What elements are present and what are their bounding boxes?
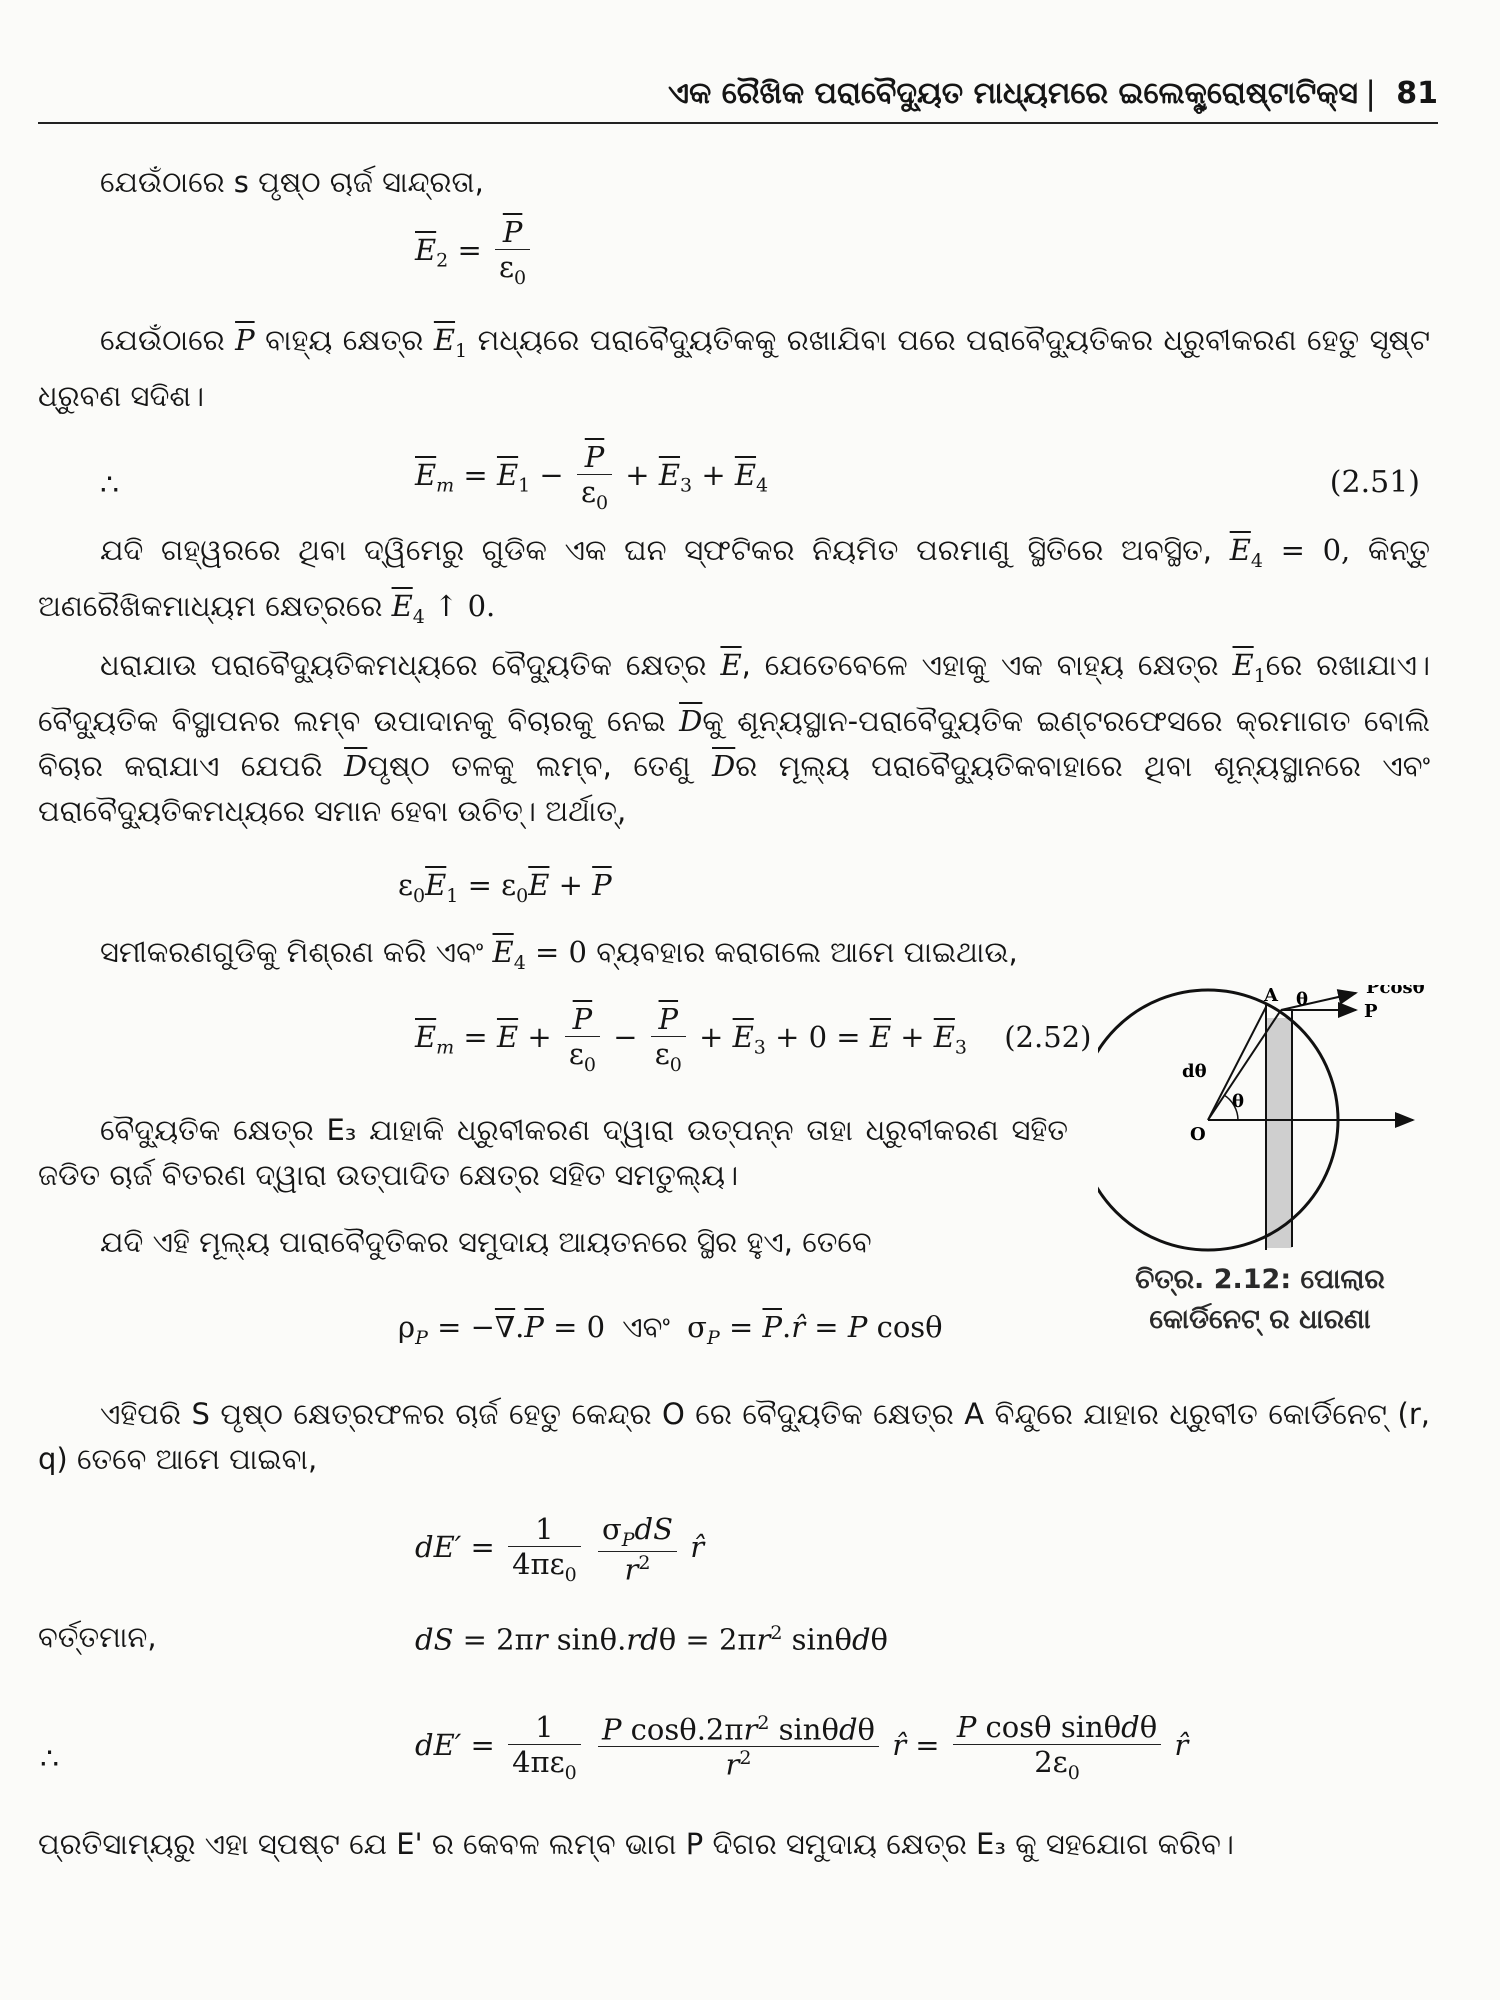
- page-number: 81: [1396, 76, 1438, 111]
- shaded-strip: [1266, 1018, 1292, 1248]
- caption-line-2: କୋର୍ଡିନେଟ୍ ର ଧାରଣା: [1149, 1304, 1371, 1335]
- polar-coordinate-figure: [1098, 985, 1438, 1305]
- paragraph-6-text: ବୈଦ୍ୟୁତିକ କ୍ଷେତ୍ର E₃ ଯାହାକି ଧ୍ରୁବୀକରଣ ଦ୍ୱାରା ଉତ୍ପନ୍ନ ତାହା ଧ୍ରୁବୀକରଣ ସହିତ ଜଡିତ ଚାର୍ଜ ବିତରଣ ଦ୍ୱାରା ଉତ୍ପାଦିତ କ୍ଷେତ୍ର ସହିତ ସମତୁଲ୍ୟ।: [38, 1113, 1068, 1192]
- figure-caption: [1110, 1260, 1410, 1340]
- label-o: O: [1190, 1124, 1206, 1145]
- running-header: [38, 72, 1438, 124]
- paragraph-10-text: ପ୍ରତିସାମ୍ୟରୁ ଏହା ସ୍ପଷ୍ଟ ଯେ E' ର କେବଳ ଲମ୍ବ ଭାଗ P ଦିଗର ସମୁଦାୟ କ୍ଷେତ୍ର E₃ କୁ ସହଯୋଗ କରିବ।: [38, 1827, 1234, 1861]
- paragraph-4-part-e: ପୃଷ୍ଠ ତଳକୁ ଲମ୍ବ, ତେଣୁ: [367, 748, 691, 783]
- paragraph-1-text: ଯେଉଁଠାରେ s ପୃଷ୍ଠ ଚାର୍ଜ ସାନ୍ଦ୍ରତା,: [100, 165, 484, 199]
- header-title: ଏକ ରୈଖିକ ପରାବୈଦ୍ୟୁତ ମାଧ୍ୟମରେ ଇଲେକ୍ଟ୍ରୋଷ୍ଟାଟିକ୍ସ: [668, 76, 1358, 111]
- equation-number-2-51: (2.51): [1329, 465, 1420, 500]
- paragraph-3: ଯଦି ଗହ୍ୱରରେ ଥିବା ଦ୍ୱିମେରୁ ଗୁଡିକ ଏକ ଘନ ସ୍ଫଟିକର ନିୟମିତ ପରମାଣୁ ସ୍ଥିତିରେ ଅବସ୍ଥିତ, $\overline{E}_4 = 0$, କିନ୍ତୁ ଅଣରୈଖିକମାଧ୍ୟମ କ୍ଷେତ୍ରରେ $\overline{E}_4$ ↑ 0.: [38, 533, 1431, 628]
- paragraph-5-part-b: ବ୍ୟବହାର କରାଗଲେ ଆମେ ପାଇଥାଉ,: [596, 935, 1018, 969]
- paragraph-2-part-b: ବାହ୍ୟ କ୍ଷେତ୍ର: [265, 323, 424, 357]
- paragraph-2: ଯେଉଁଠାରେ $\overline{P}$ ବାହ୍ୟ କ୍ଷେତ୍ର $\overline{E}_1$ ମଧ୍ୟରେ ପରାବୈଦ୍ୟୁତିକକୁ ରଖାଯିବା ପରେ ପରାବୈଦ୍ୟୁତିକର ଧ୍ରୁବୀକରଣ ହେତୁ ସୃଷ୍ଟ ଧ୍ରୁବଣ ସଦିଶ।: [38, 323, 1431, 413]
- equation-e2: $\overline{E}_2$ = $\frac{\overline{P}}{\varepsilon_0}$: [415, 215, 534, 289]
- label-theta-top: θ: [1296, 989, 1309, 1010]
- equation-and-word: ଏବଂ: [622, 1310, 670, 1344]
- equation-number-2-52: (2.52): [1004, 1019, 1092, 1054]
- pcos-arrow: [1281, 993, 1356, 1010]
- paragraph-9: [38, 1615, 338, 1660]
- paragraph-10: [38, 1822, 1430, 1867]
- paragraph-4-part-a: ଧରାଯାଉ ପରାବୈଦ୍ୟୁତିକମଧ୍ୟରେ ବୈଦ୍ୟୁତିକ କ୍ଷେତ୍ର: [100, 648, 707, 682]
- equation-bound-charges: $\rho_P = -\nabla.\overline{P} = 0$ ଏବଂ $\sigma_P$ = $\overline{P}.r̂ = P$ cosθ: [398, 1310, 943, 1349]
- paragraph-4: ଧରାଯାଉ ପରାବୈଦ୍ୟୁତିକମଧ୍ୟରେ ବୈଦ୍ୟୁତିକ କ୍ଷେତ୍ର $\overline{E}$, ଯେତେବେଳେ ଏହାକୁ ଏକ ବାହ୍ୟ କ୍ଷେତ୍ର $\overline{E}_1ରେ$ ରଖାଯାଏ। ବୈଦ୍ୟୁତିକ ବିସ୍ଥାପନର ଲମ୍ବ ଉପାଦାନକୁ ବିଚାରକୁ ନେଇ $\overline{D}କୁ$ ଶୂନ୍ୟସ୍ଥାନ-ପରାବୈଦ୍ୟୁତିକ ଇଣ୍ଟରଫେସରେ କ୍ରମାଗତ ବୋଲି ବିଚାର କରାଯାଏ ଯେପରି $\overline{D}ପୃଷ୍ଠ$ ତଳକୁ ଲମ୍ବ, ତେଣୁ $\overline{D}ର$ ମୂଲ୍ୟ ପରାବୈଦ୍ୟୁତିକବାହାରେ ଥିବା ଶୂନ୍ୟସ୍ଥାନରେ ଏବଂ ପରାବୈଦ୍ୟୁତିକମଧ୍ୟରେ ସମାନ ହେବା ଉଚିତ୍। ଅର୍ଥାତ୍,: [38, 648, 1431, 828]
- paragraph-5-part-a: ସମୀକରଣଗୁଡିକୁ ମିଶ୍ରଣ କରି ଏବଂ: [100, 935, 484, 969]
- label-p: P: [1364, 1001, 1378, 1022]
- paragraph-8: [38, 1392, 1430, 1482]
- equation-de-prime: dE′ = $\frac{1}{4\pi\varepsilon_0}$ $\frac{\sigma_PdS}{r^2}$ r̂: [415, 1512, 705, 1587]
- paragraph-4-part-b: , ଯେତେବେଳେ ଏହାକୁ ଏକ ବାହ୍ୟ କ୍ଷେତ୍ର: [741, 648, 1219, 682]
- polar-diagram: [1098, 985, 1438, 1275]
- equation-ds: dS = 2πr $\sin\theta.rd\theta = 2\pi r^2$ sinθdθ: [415, 1622, 888, 1657]
- label-theta-center: θ: [1232, 1091, 1245, 1112]
- therefore-symbol-1: ∴: [100, 468, 120, 503]
- equation-2-52: $\overline{E}_m = \overline{E}$ + $\frac{\overline{P}}{\varepsilon_0}$ − $\frac{\overline{P}}{\varepsilon_0}$ + $\overline{E}_3 + 0 = \overline{E} + \overline{E}_3$ (2.52): [415, 1002, 1092, 1076]
- paragraph-3-part-a: ଯଦି ଗହ୍ୱରରେ ଥିବା ଦ୍ୱିମେରୁ ଗୁଡିକ ଏକ ଘନ ସ୍ଫଟିକର ନିୟମିତ ପରମାଣୁ ସ୍ଥିତିରେ ଅବସ୍ଥିତ,: [100, 533, 1213, 567]
- paragraph-2-part-c: ମଧ୍ୟରେ ପରାବୈଦ୍ୟୁତିକକୁ ରଖାଯିବା ପରେ ପରାବୈଦ୍ୟୁତିକର ଧ୍ରୁବୀକରଣ ହେତୁ ସୃଷ୍ଟ ଧ୍ରୁବଣ ସଦିଶ।: [38, 323, 1431, 413]
- paragraph-2-part-a: ଯେଉଁଠାରେ: [100, 323, 225, 357]
- equation-2-51: $\overline{E}_m = \overline{E}_1$ − $\frac{\overline{P}}{\varepsilon_0}$ + $\overline{E}_3 + \overline{E}_4$: [415, 440, 769, 514]
- paragraph-1: [100, 160, 1430, 205]
- paragraph-8-text: ଏହିପରି S ପୃଷ୍ଠ କ୍ଷେତ୍ରଫଳର ଚାର୍ଜ ହେତୁ କେନ୍ଦ୍ର O ରେ ବୈଦ୍ୟୁତିକ କ୍ଷେତ୍ର A ବିନ୍ଦୁରେ ଯାହାର ଧ୍ରୁବୀତ କୋର୍ଡିନେଟ୍ (r, q) ତେବେ ଆମେ ପାଇବା,: [38, 1397, 1430, 1476]
- label-a: A: [1264, 985, 1278, 1006]
- caption-line-1: ଚିତ୍ର. 2.12: ପୋଲାର: [1135, 1264, 1385, 1295]
- label-dtheta: dθ: [1182, 1061, 1207, 1082]
- paragraph-3-part-b: କିନ୍ତୁ ଅଣରୈଖିକମାଧ୍ୟମ କ୍ଷେତ୍ରରେ: [38, 533, 1431, 623]
- therefore-symbol-2: ∴: [40, 1742, 60, 1777]
- paragraph-9-text: ବର୍ତ୍ତମାନ,: [38, 1620, 157, 1654]
- paragraph-6: [38, 1108, 1068, 1198]
- paragraph-7: [100, 1220, 1090, 1265]
- paragraph-7-text: ଯଦି ଏହି ମୂଲ୍ୟ ପାରାବୈଦୁତିକର ସମୁଦାୟ ଆୟତନରେ ସ୍ଥିର ହୁଏ, ତେବେ: [100, 1225, 872, 1259]
- paragraph-4-part-c: ରେ ରଖାଯାଏ। ବୈଦ୍ୟୁତିକ ବିସ୍ଥାପନର ଲମ୍ବ ଉପାଦାନକୁ ବିଚାରକୁ ନେଇ: [38, 648, 1431, 738]
- paragraph-4-part-d: କୁ ଶୂନ୍ୟସ୍ଥାନ-ପରାବୈଦ୍ୟୁତିକ ଇଣ୍ଟରଫେସରେ କ୍ରମାଗତ ବୋଲି ବିଚାର କରାଯାଏ ଯେପରି: [38, 703, 1431, 783]
- equation-de-prime-final: dE′ = $\frac{1}{4\pi\varepsilon_0}$ $\frac{P \cos\theta.2\pi r^2 \sin\theta d\theta}{r^2}$ r̂ = $\frac{\text{P cosθ sinθdθ}}{2\varepsilon_0}$ r̂: [415, 1710, 1189, 1784]
- paragraph-4-part-f: ର ମୂଲ୍ୟ ପରାବୈଦ୍ୟୁତିକବାହାରେ ଥିବା ଶୂନ୍ୟସ୍ଥାନରେ ଏବଂ ପରାବୈଦ୍ୟୁତିକମଧ୍ୟରେ ସମାନ ହେବା ଉଚିତ୍। ଅର୍ଥାତ୍,: [38, 748, 1431, 828]
- equation-boundary: $\varepsilon_0\overline{E}_1 = \varepsilon_0\overline{E} + \overline{P}$: [398, 868, 612, 907]
- header-separator: |: [1365, 74, 1376, 112]
- paragraph-5: ସମୀକରଣଗୁଡିକୁ ମିଶ୍ରଣ କରି ଏବଂ $\overline{E}_4 = 0$ ବ୍ୟବହାର କରାଗଲେ ଆମେ ପାଇଥାଉ,: [100, 935, 1018, 974]
- label-pcos: Pcosθ: [1366, 985, 1425, 998]
